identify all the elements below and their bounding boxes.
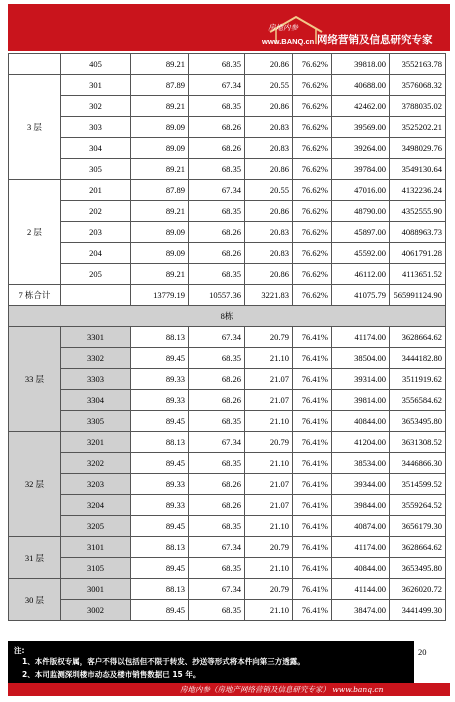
shared-area: 21.07	[245, 390, 293, 411]
shared-area: 21.10	[245, 411, 293, 432]
total-price: 4061791.28	[390, 243, 446, 264]
unit-number: 3302	[61, 348, 131, 369]
unit-number: 3201	[61, 432, 131, 453]
unit-price: 45897.00	[332, 222, 390, 243]
unit-price: 45592.00	[332, 243, 390, 264]
total-price: 3631308.52	[390, 432, 446, 453]
total-price: 3514599.52	[390, 474, 446, 495]
unit-price: 39314.00	[332, 369, 390, 390]
usable-area: 68.26	[189, 495, 245, 516]
unit-price: 40844.00	[332, 411, 390, 432]
usable-area: 67.34	[189, 327, 245, 348]
total-area: 89.45	[131, 411, 189, 432]
total-price: 3626020.72	[390, 579, 446, 600]
unit-price: 47016.00	[332, 180, 390, 201]
total-area: 89.09	[131, 222, 189, 243]
footer-bar-text: 房地内参（房地产网络营销及信息研究专家） www.banq.cn	[180, 685, 384, 694]
unit-number: 303	[61, 117, 131, 138]
total-area: 89.09	[131, 117, 189, 138]
empty-cell	[61, 285, 131, 306]
usable-rate: 76.41%	[293, 516, 332, 537]
unit-price: 39814.00	[332, 390, 390, 411]
table-row	[9, 201, 446, 222]
total-area: 89.45	[131, 453, 189, 474]
total-area: 89.45	[131, 558, 189, 579]
table-row	[9, 159, 446, 180]
unit-price: 42462.00	[332, 96, 390, 117]
usable-rate: 76.62%	[293, 159, 332, 180]
total-area: 89.45	[131, 600, 189, 621]
unit-number: 304	[61, 138, 131, 159]
unit-price: 46112.00	[332, 264, 390, 285]
usable-rate: 76.62%	[293, 201, 332, 222]
total-area: 89.45	[131, 516, 189, 537]
unit-price: 41075.79	[332, 285, 390, 306]
total-price: 3446866.30	[390, 453, 446, 474]
total-price: 3441499.30	[390, 600, 446, 621]
total-row	[9, 285, 446, 306]
usable-rate: 76.62%	[293, 54, 332, 75]
total-area: 89.33	[131, 495, 189, 516]
note-2: 2、本司监测深圳楼市动态及楼市销售数据已 15 年。	[22, 670, 201, 679]
total-area: 88.13	[131, 537, 189, 558]
usable-area: 67.34	[189, 537, 245, 558]
usable-area: 68.26	[189, 369, 245, 390]
usable-rate: 76.41%	[293, 369, 332, 390]
unit-price: 39264.00	[332, 138, 390, 159]
table-row	[9, 390, 446, 411]
table-row	[9, 516, 446, 537]
total-price: 4113651.52	[390, 264, 446, 285]
shared-area: 21.10	[245, 558, 293, 579]
usable-rate: 76.41%	[293, 600, 332, 621]
unit-price: 40874.00	[332, 516, 390, 537]
unit-price: 39818.00	[332, 54, 390, 75]
total-area: 89.33	[131, 369, 189, 390]
floor-label	[9, 54, 61, 75]
total-price: 3788035.02	[390, 96, 446, 117]
unit-number: 305	[61, 159, 131, 180]
unit-number: 302	[61, 96, 131, 117]
usable-rate: 76.62%	[293, 285, 332, 306]
unit-number: 204	[61, 243, 131, 264]
total-price: 3576068.32	[390, 75, 446, 96]
usable-rate: 76.41%	[293, 579, 332, 600]
shared-area: 20.86	[245, 96, 293, 117]
total-area: 89.45	[131, 348, 189, 369]
usable-area: 68.35	[189, 453, 245, 474]
usable-area: 68.35	[189, 348, 245, 369]
shared-area: 20.55	[245, 75, 293, 96]
shared-area: 20.86	[245, 54, 293, 75]
usable-area: 67.34	[189, 579, 245, 600]
table-row	[9, 117, 446, 138]
usable-rate: 76.62%	[293, 96, 332, 117]
unit-number: 3304	[61, 390, 131, 411]
total-price: 3656179.30	[390, 516, 446, 537]
total-area: 13779.19	[131, 285, 189, 306]
table-row	[9, 537, 446, 558]
table-row	[9, 348, 446, 369]
floor-label: 3 层	[9, 75, 61, 180]
unit-price: 39784.00	[332, 159, 390, 180]
unit-price: 41144.00	[332, 579, 390, 600]
unit-price: 48790.00	[332, 201, 390, 222]
shared-area: 20.55	[245, 180, 293, 201]
total-price: 3498029.76	[390, 138, 446, 159]
shared-area: 20.83	[245, 222, 293, 243]
shared-area: 21.10	[245, 348, 293, 369]
usable-rate: 76.62%	[293, 138, 332, 159]
total-price: 3552163.78	[390, 54, 446, 75]
unit-price: 39844.00	[332, 495, 390, 516]
unit-number: 201	[61, 180, 131, 201]
table-row	[9, 180, 446, 201]
table-row	[9, 327, 446, 348]
logo-name: 房地内参	[268, 23, 298, 32]
shared-area: 21.10	[245, 516, 293, 537]
shared-area: 20.79	[245, 327, 293, 348]
unit-number: 3303	[61, 369, 131, 390]
unit-number: 405	[61, 54, 131, 75]
table-row	[9, 432, 446, 453]
unit-number: 3105	[61, 558, 131, 579]
unit-price: 41174.00	[332, 537, 390, 558]
usable-rate: 76.41%	[293, 537, 332, 558]
footer-bar	[8, 683, 450, 696]
total-area: 89.21	[131, 264, 189, 285]
table-row	[9, 474, 446, 495]
usable-area: 68.35	[189, 558, 245, 579]
unit-price: 40844.00	[332, 558, 390, 579]
usable-area: 68.35	[189, 411, 245, 432]
usable-rate: 76.62%	[293, 180, 332, 201]
total-price: 3549130.64	[390, 159, 446, 180]
shared-area: 20.79	[245, 432, 293, 453]
usable-rate: 76.41%	[293, 390, 332, 411]
unit-price: 41174.00	[332, 327, 390, 348]
usable-rate: 76.41%	[293, 327, 332, 348]
total-price: 3525202.21	[390, 117, 446, 138]
unit-price: 38504.00	[332, 348, 390, 369]
table-row	[9, 243, 446, 264]
total-area: 89.33	[131, 474, 189, 495]
usable-area: 68.26	[189, 222, 245, 243]
shared-area: 20.79	[245, 579, 293, 600]
shared-area: 20.83	[245, 243, 293, 264]
floor-label: 30 层	[9, 579, 61, 621]
usable-area: 67.34	[189, 180, 245, 201]
total-label: 7 栋合计	[9, 285, 61, 306]
total-price: 3653495.80	[390, 411, 446, 432]
unit-number: 3101	[61, 537, 131, 558]
note-1: 1、本件版权专属，客户不得以包括但不限于转发、抄送等形式将本件向第三方透露。	[22, 657, 305, 666]
total-price: 3556584.62	[390, 390, 446, 411]
total-area: 87.89	[131, 75, 189, 96]
shared-area: 20.86	[245, 264, 293, 285]
usable-area: 67.34	[189, 75, 245, 96]
table-row	[9, 495, 446, 516]
table-row	[9, 222, 446, 243]
total-area: 89.09	[131, 243, 189, 264]
unit-number: 202	[61, 201, 131, 222]
usable-rate: 76.41%	[293, 348, 332, 369]
usable-rate: 76.62%	[293, 75, 332, 96]
unit-number: 3002	[61, 600, 131, 621]
unit-price: 39344.00	[332, 474, 390, 495]
unit-number: 3202	[61, 453, 131, 474]
usable-rate: 76.41%	[293, 453, 332, 474]
usable-area: 68.26	[189, 390, 245, 411]
shared-area: 20.79	[245, 537, 293, 558]
shared-area: 21.10	[245, 453, 293, 474]
usable-rate: 76.41%	[293, 411, 332, 432]
table-row	[9, 264, 446, 285]
unit-price: 40688.00	[332, 75, 390, 96]
total-area: 89.21	[131, 54, 189, 75]
shared-area: 20.83	[245, 117, 293, 138]
total-price: 4132236.24	[390, 180, 446, 201]
total-price: 3653495.80	[390, 558, 446, 579]
usable-area: 68.35	[189, 201, 245, 222]
sales-table	[8, 53, 446, 621]
total-price: 3628664.62	[390, 537, 446, 558]
shared-area: 21.07	[245, 495, 293, 516]
table-row	[9, 138, 446, 159]
note-label: 注:	[14, 646, 25, 655]
table-row	[9, 75, 446, 96]
usable-area: 68.35	[189, 54, 245, 75]
unit-number: 301	[61, 75, 131, 96]
usable-area: 68.26	[189, 243, 245, 264]
shared-area: 21.10	[245, 600, 293, 621]
section-row	[9, 306, 446, 327]
total-area: 89.09	[131, 138, 189, 159]
unit-number: 3203	[61, 474, 131, 495]
table-row	[9, 96, 446, 117]
floor-label: 33 层	[9, 327, 61, 432]
usable-area: 68.35	[189, 96, 245, 117]
shared-area: 3221.83	[245, 285, 293, 306]
total-price: 3511919.62	[390, 369, 446, 390]
floor-label: 31 层	[9, 537, 61, 579]
total-area: 89.33	[131, 390, 189, 411]
banner-title: 网络营销及信息研究专家	[317, 34, 433, 46]
usable-rate: 76.41%	[293, 474, 332, 495]
total-price: 565991124.90	[390, 285, 446, 306]
total-area: 88.13	[131, 579, 189, 600]
usable-area: 68.26	[189, 117, 245, 138]
total-area: 89.21	[131, 159, 189, 180]
logo-url: www.BANQ.cn	[262, 37, 315, 46]
unit-price: 38534.00	[332, 453, 390, 474]
table-row	[9, 600, 446, 621]
floor-label: 2 层	[9, 180, 61, 285]
usable-rate: 76.62%	[293, 264, 332, 285]
usable-rate: 76.41%	[293, 558, 332, 579]
usable-area: 68.35	[189, 600, 245, 621]
unit-number: 205	[61, 264, 131, 285]
total-price: 3628664.62	[390, 327, 446, 348]
total-price: 4352555.90	[390, 201, 446, 222]
usable-rate: 76.62%	[293, 117, 332, 138]
unit-number: 3205	[61, 516, 131, 537]
unit-price: 41204.00	[332, 432, 390, 453]
unit-price: 39569.00	[332, 117, 390, 138]
shared-area: 21.07	[245, 369, 293, 390]
usable-area: 68.35	[189, 264, 245, 285]
page-number: 20	[418, 647, 427, 657]
total-area: 89.21	[131, 201, 189, 222]
usable-area: 68.26	[189, 474, 245, 495]
table-row	[9, 369, 446, 390]
total-area: 88.13	[131, 432, 189, 453]
total-area: 87.89	[131, 180, 189, 201]
shared-area: 20.86	[245, 201, 293, 222]
unit-number: 3204	[61, 495, 131, 516]
total-price: 3444182.80	[390, 348, 446, 369]
usable-area: 68.35	[189, 516, 245, 537]
total-price: 3559264.52	[390, 495, 446, 516]
table-row	[9, 411, 446, 432]
table-row	[9, 558, 446, 579]
shared-area: 20.83	[245, 138, 293, 159]
usable-rate: 76.41%	[293, 432, 332, 453]
usable-rate: 76.62%	[293, 222, 332, 243]
unit-number: 3305	[61, 411, 131, 432]
table-row	[9, 54, 446, 75]
unit-number: 203	[61, 222, 131, 243]
usable-area: 68.35	[189, 159, 245, 180]
usable-rate: 76.41%	[293, 495, 332, 516]
usable-area: 10557.36	[189, 285, 245, 306]
usable-rate: 76.62%	[293, 243, 332, 264]
total-price: 4088963.73	[390, 222, 446, 243]
unit-number: 3001	[61, 579, 131, 600]
total-area: 89.21	[131, 96, 189, 117]
table-row	[9, 453, 446, 474]
usable-area: 67.34	[189, 432, 245, 453]
total-area: 88.13	[131, 327, 189, 348]
table-row	[9, 579, 446, 600]
shared-area: 20.86	[245, 159, 293, 180]
unit-number: 3301	[61, 327, 131, 348]
floor-label: 32 层	[9, 432, 61, 537]
usable-area: 68.26	[189, 138, 245, 159]
section-title: 8栋	[9, 306, 446, 327]
shared-area: 21.07	[245, 474, 293, 495]
unit-price: 38474.00	[332, 600, 390, 621]
